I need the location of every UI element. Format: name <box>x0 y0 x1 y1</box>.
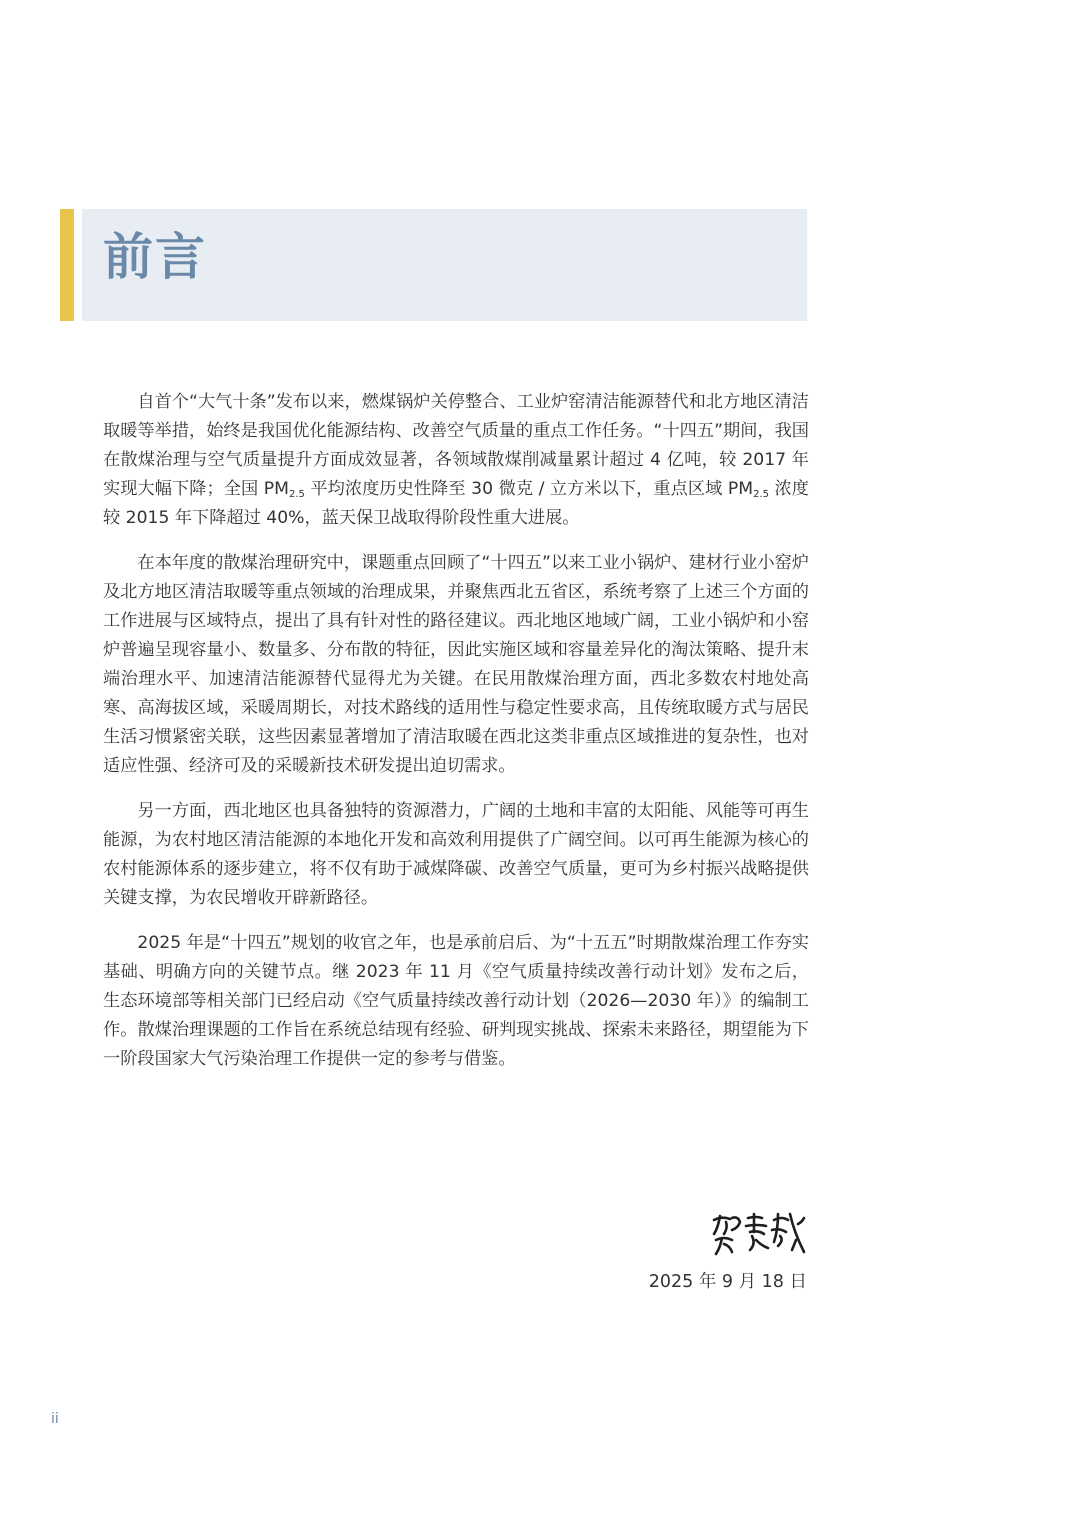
paragraph-1-text-c: 浓度较 2015 年下降超过 40%，蓝天保卫战取得阶段性重大进展。 <box>103 479 809 528</box>
date: 2025 年 9 月 18 日 <box>648 1272 807 1292</box>
paragraph-4: 2025 年是“十四五”规划的收官之年，也是承前启后、为“十五五”时期散煤治理工作夯实基础、明确方向的关键节点。继 2023 年 11 月《空气质量持续改善行动计划》发布之后，生态环境部等相关部门已经启动《空气质量持续改善行动计划（2026—2030 年）》的编制工作。散煤治理课题的工作旨在系统总结现有经验、研判现实挑战、探索未来路径，期望能为下一阶段国家大气污染治理工作提供一定的参考与借鉴。 <box>103 933 809 1069</box>
paragraph-1-text-b: 平均浓度历史性降至 30 微克 / 立方米以下，重点区域 PM <box>304 479 754 499</box>
handwritten-signature <box>708 1210 808 1258</box>
paragraph-1 <box>103 388 809 533</box>
pm25-subscript: 2.5 <box>753 489 770 500</box>
page-number: ii <box>51 1411 59 1427</box>
pm25-subscript: 2.5 <box>288 489 305 500</box>
title-block <box>60 209 807 321</box>
preface-body <box>103 388 809 1090</box>
title-panel <box>82 209 807 321</box>
accent-bar <box>60 209 74 321</box>
paragraph-3: 另一方面，西北地区也具备独特的资源潜力，广阔的土地和丰富的太阳能、风能等可再生能源，为农村地区清洁能源的本地化开发和高效利用提供了广阔空间。以可再生能源为核心的农村能源体系的逐步建立，将不仅有助于减煤降碳、改善空气质量，更可为乡村振兴战略提供关键支撑，为农民增收开辟新路径。 <box>103 801 809 908</box>
page-title: 前言 <box>103 228 207 286</box>
paragraph-1-text-a: 自首个“大气十条”发布以来，燃煤锅炉关停整合、工业炉窑清洁能源替代和北方地区清洁取暖等举措，始终是我国优化能源结构、改善空气质量的重点工作任务。“十四五”期间，我国在散煤治理与空气质量提升方面成效显著，各领域散煤削减量累计超过 4 亿吨，较 2017 年实现大幅下降；全国 PM <box>103 392 809 499</box>
paragraph-2: 在本年度的散煤治理研究中，课题重点回顾了“十四五”以来工业小锅炉、建材行业小窑炉及北方地区清洁取暖等重点领域的治理成果，并聚焦西北五省区，系统考察了上述三个方面的工作进展与区域特点，提出了具有针对性的路径建议。西北地区地域广阔，工业小锅炉和小窑炉普遍呈现容量小、数量多、分布散的特征，因此实施区域和容量差异化的淘汰策略、提升末端治理水平、加速清洁能源替代显得尤为关键。在民用散煤治理方面，西北多数农村地处高寒、高海拔区域，采暖周期长，对技术路线的适用性与稳定性要求高，且传统取暖方式与居民生活习惯紧密关联，这些因素显著增加了清洁取暖在西北这类非重点区域推进的复杂性，也对适应性强、经济可及的采暖新技术研发提出迫切需求。 <box>103 553 809 776</box>
